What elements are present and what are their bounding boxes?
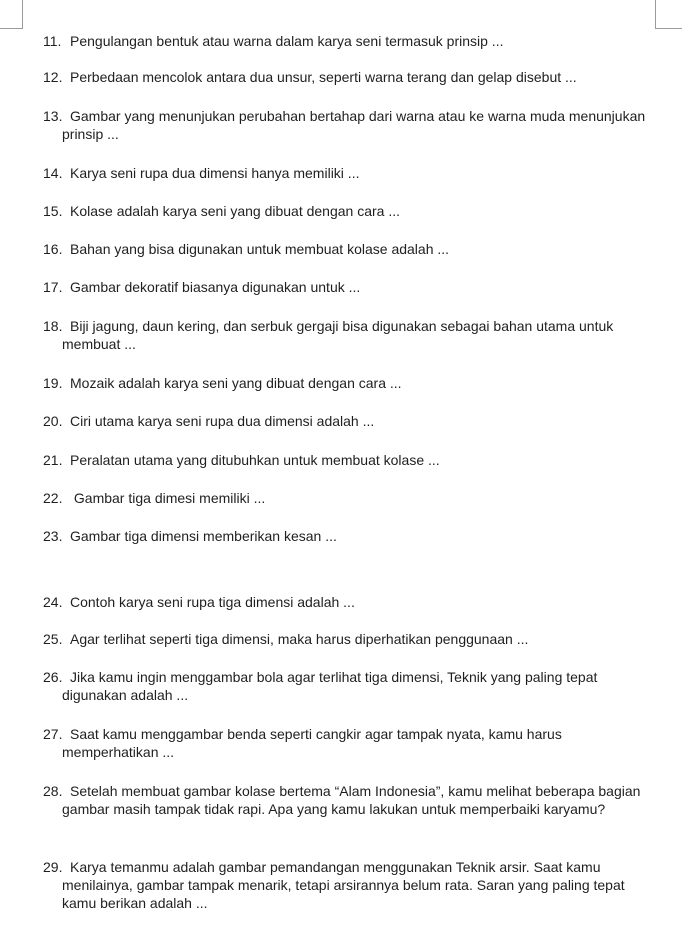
question-item xyxy=(43,317,653,353)
page-corner-mark-left xyxy=(0,0,23,29)
question-number: 11. xyxy=(43,33,62,49)
question-item xyxy=(43,278,653,296)
question-number: 17. xyxy=(43,279,63,295)
question-item xyxy=(43,412,653,430)
question-item xyxy=(43,782,653,818)
question-text: Agar terlihat seperti tiga dimensi, maka harus diperhatikan penggunaan ... xyxy=(70,631,529,647)
question-item xyxy=(43,240,653,258)
question-item xyxy=(43,107,653,143)
page-corner-mark-right xyxy=(655,0,682,29)
question-text: Contoh karya seni rupa tiga dimensi adalah ... xyxy=(70,594,355,610)
question-text: Gambar yang menunjukan perubahan bertahap dari warna atau ke warna muda menunjukan prinsip ... xyxy=(62,108,646,142)
question-item xyxy=(43,725,653,761)
question-text: Perbedaan mencolok antara dua unsur, seperti warna terang dan gelap disebut ... xyxy=(70,69,577,85)
question-number: 25. xyxy=(43,631,63,647)
question-item xyxy=(43,68,653,86)
question-number: 22. xyxy=(43,490,63,506)
question-item xyxy=(43,451,653,469)
question-number: 28. xyxy=(43,783,63,799)
question-text: Biji jagung, daun kering, dan serbuk gergaji bisa digunakan sebagai bahan utama untuk membuat ... xyxy=(62,318,614,352)
question-item xyxy=(43,202,653,220)
question-item xyxy=(43,668,653,704)
question-number: 16. xyxy=(43,241,63,257)
question-number: 13. xyxy=(43,108,63,124)
question-text: Setelah membuat gambar kolase bertema “Alam Indonesia”, kamu melihat beberapa bagian gambar masih tampak tidak rapi. Apa yang kamu lakukan untuk memperbaiki karyamu? xyxy=(62,783,641,817)
question-number: 20. xyxy=(43,413,63,429)
question-item xyxy=(43,527,653,545)
question-number: 26. xyxy=(43,669,63,685)
question-number: 19. xyxy=(43,375,63,391)
question-text: Ciri utama karya seni rupa dua dimensi adalah ... xyxy=(70,413,375,429)
question-number: 15. xyxy=(43,203,63,219)
question-item xyxy=(43,374,653,392)
question-text: Mozaik adalah karya seni yang dibuat dengan cara ... xyxy=(70,375,402,391)
question-number: 29. xyxy=(43,859,63,875)
question-number: 12. xyxy=(43,69,63,85)
question-item xyxy=(43,593,653,611)
question-number: 27. xyxy=(43,726,63,742)
question-item xyxy=(43,32,653,50)
question-text: Bahan yang bisa digunakan untuk membuat kolase adalah ... xyxy=(70,241,450,257)
question-number: 21. xyxy=(43,452,63,468)
question-text: Jika kamu ingin menggambar bola agar terlihat tiga dimensi, Teknik yang paling tepat digunakan adalah ... xyxy=(62,669,598,703)
question-text: Kolase adalah karya seni yang dibuat dengan cara ... xyxy=(70,203,401,219)
question-number: 24. xyxy=(43,594,63,610)
question-text: Peralatan utama yang ditubuhkan untuk membuat kolase ... xyxy=(70,452,440,468)
question-number: 23. xyxy=(43,528,63,544)
question-number: 18. xyxy=(43,318,63,334)
question-text: Gambar tiga dimesi memiliki ... xyxy=(70,490,266,506)
question-item xyxy=(43,630,653,648)
question-item xyxy=(43,164,653,182)
question-text: Gambar tiga dimensi memberikan kesan ... xyxy=(70,528,337,544)
question-number: 14. xyxy=(43,165,63,181)
question-text: Karya seni rupa dua dimensi hanya memiliki ... xyxy=(70,165,360,181)
question-text: Gambar dekoratif biasanya digunakan untuk ... xyxy=(70,279,361,295)
question-text: Karya temanmu adalah gambar pemandangan menggunakan Teknik arsir. Saat kamu menilainya, gambar tampak menarik, tetapi arsirannya belum rata. Saran yang paling tepat kamu berikan adalah ... xyxy=(62,859,625,911)
question-item xyxy=(43,489,653,507)
question-text: Saat kamu menggambar benda seperti cangkir agar tampak nyata, kamu harus memperhatikan ... xyxy=(62,726,562,760)
question-item xyxy=(43,858,653,912)
question-text: Pengulangan bentuk atau warna dalam karya seni termasuk prinsip ... xyxy=(70,33,504,49)
